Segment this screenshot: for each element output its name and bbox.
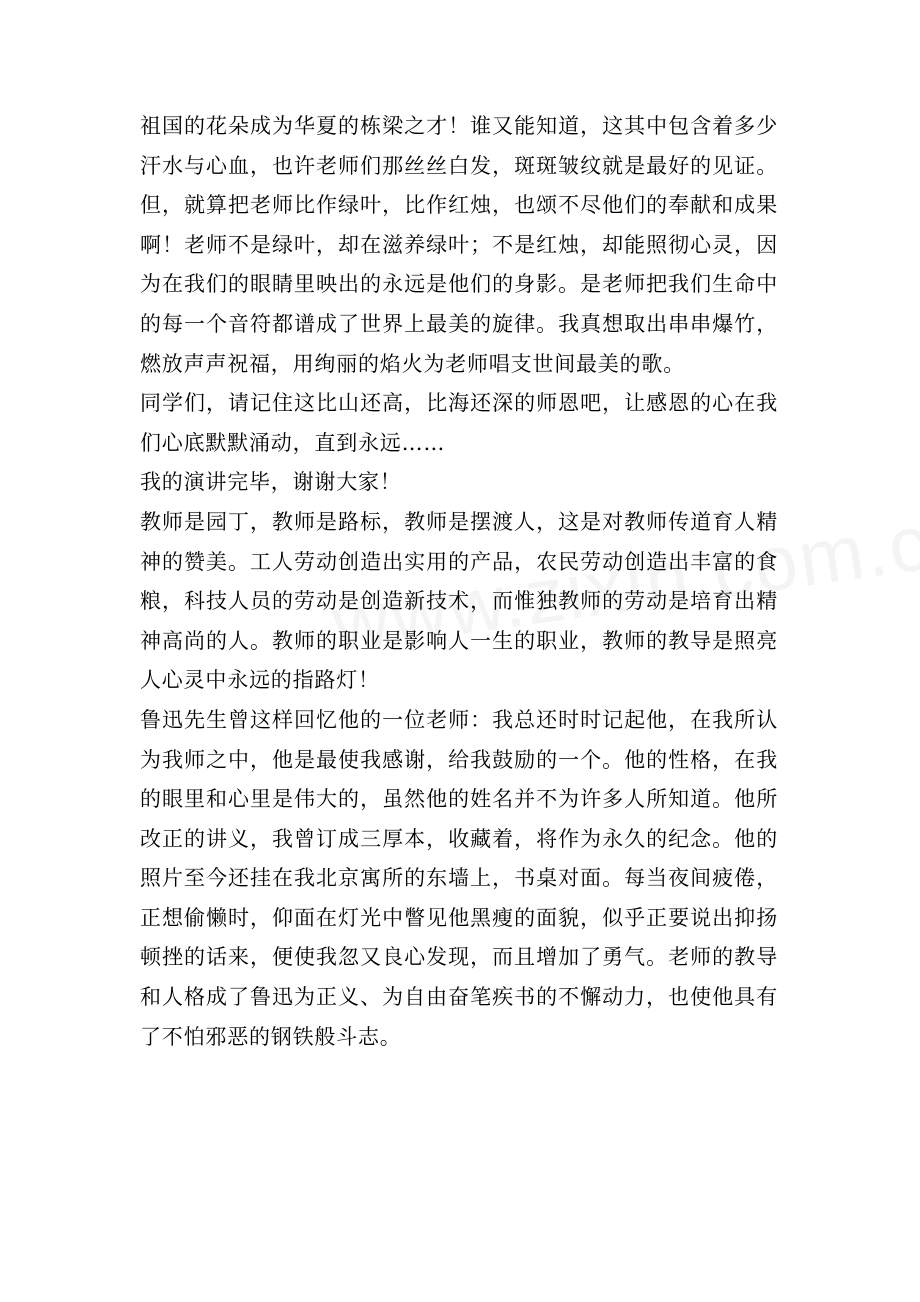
paragraph-1: 祖国的花朵成为华夏的栋梁之才！谁又能知道，这其中包含着多少汗水与心血，也许老师们那丝丝白发，斑斑皱纹就是最好的见证。但，就算把老师比作绿叶，比作红烛，也颂不尽他们的奉献和成果啊！老师不是绿叶，却在滋养绿叶；不是红烛，却能照彻心灵，因为在我们的眼睛里映出的永远是他们的身影。是老师把我们生命中的每一个音符都谱成了世界上最美的旋律。我真想取出串串爆竹，燃放声声祝福，用绚丽的焰火为老师唱支世间最美的歌。 (140, 114, 778, 376)
document-body (140, 107, 778, 1057)
paragraph-2: 同学们，请记住这比山还高，比海还深的师恩吧，让感恩的心在我们心底默默涌动，直到永远…… (140, 391, 778, 455)
paragraph-5: 鲁迅先生曾这样回忆他的一位老师：我总还时时记起他，在我所认为我师之中，他是最使我感谢，给我鼓励的一个。他的性格，在我的眼里和心里是伟大的，虽然他的姓名并不为许多人所知道。他所改正的讲义，我曾订成三厚本，收藏着，将作为永久的纪念。他的照片至今还挂在我北京寓所的东墙上，书桌对面。每当夜间疲倦，正想偷懒时，仰面在灯光中瞥见他黑瘦的面貌，似乎正要说出抑扬顿挫的话来，便使我忽又良心发现，而且增加了勇气。老师的教导和人格成了鲁迅为正义、为自由奋笔疾书的不懈动力，也使他具有了不怕邪恶的钢铁般斗志。 (140, 707, 778, 1049)
paragraph-3: 我的演讲完毕，谢谢大家！ (140, 470, 402, 495)
paragraph-4: 教师是园丁，教师是路标，教师是摆渡人，这是对教师传道育人精神的赞美。工人劳动创造出实用的产品，农民劳动创造出丰富的食粮，科技人员的劳动是创造新技术，而惟独教师的劳动是培育出精神高尚的人。教师的职业是影响人一生的职业，教师的教导是照亮人心灵中永远的指路灯！ (140, 509, 778, 693)
